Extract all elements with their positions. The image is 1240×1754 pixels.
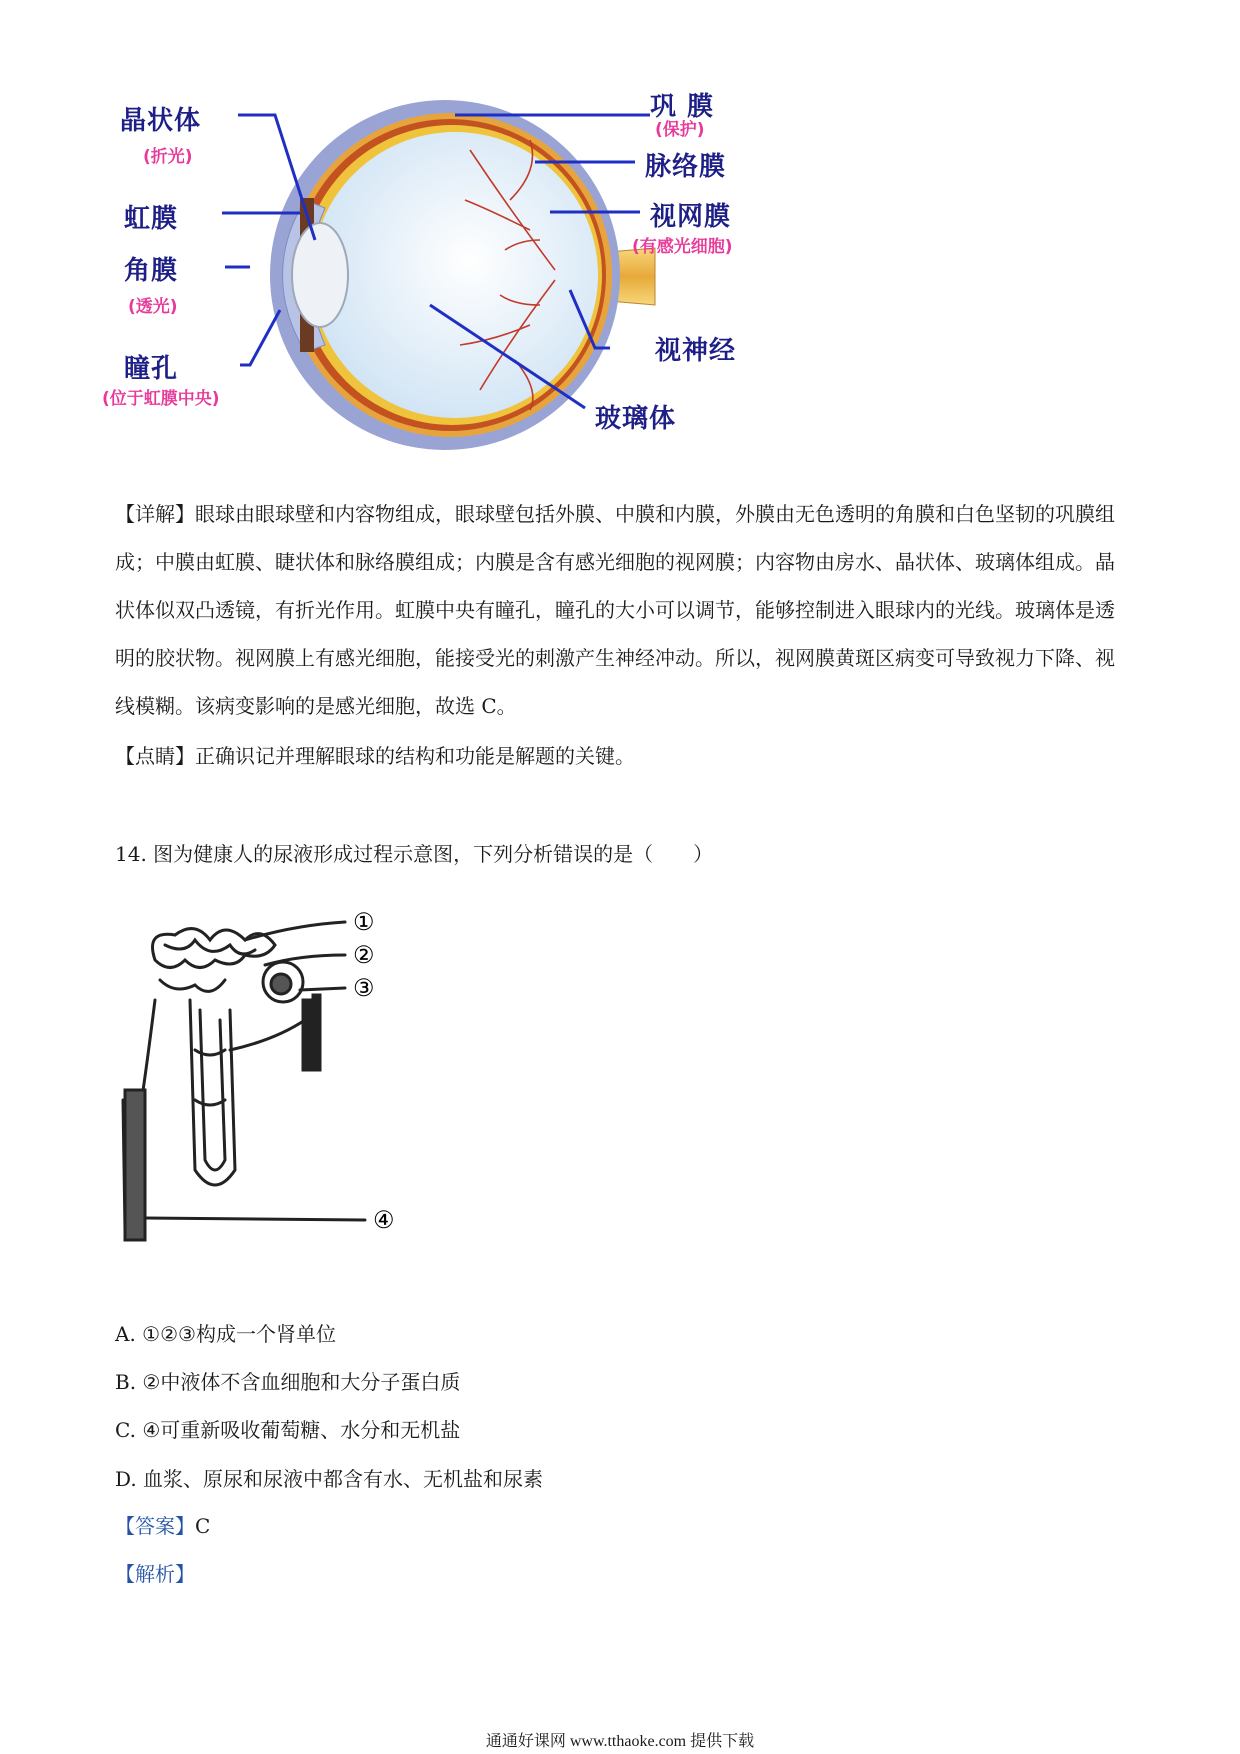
label-cornea: 角膜: [124, 256, 179, 286]
eye-cross-section-illustration: [110, 90, 870, 480]
key-point-text: 正确识记并理解眼球的结构和功能是解题的关键。: [195, 744, 635, 768]
option-b-label: B.: [115, 1370, 137, 1394]
answer-tag: 【答案】: [115, 1514, 195, 1538]
option-a-text: ①②③构成一个肾单位: [142, 1322, 336, 1346]
option-d[interactable]: [115, 1463, 543, 1492]
figure-label-2: ②: [353, 941, 375, 969]
note-lens: (折光): [143, 147, 193, 167]
note-sclera: (保护): [655, 120, 705, 140]
option-c-text: ④可重新吸收葡萄糖、水分和无机盐: [142, 1418, 461, 1442]
explanation-tag: 【详解】: [115, 502, 195, 526]
option-d-text: 血浆、原尿和尿液中都含有水、无机盐和尿素: [136, 1467, 544, 1491]
label-choroid: 脉络膜: [645, 152, 727, 182]
option-b[interactable]: [115, 1366, 460, 1395]
analysis-line: [115, 1558, 195, 1587]
label-pupil: 瞳孔: [124, 354, 179, 384]
question-text: 图为健康人的尿液形成过程示意图，下列分析错误的是（ ）: [153, 842, 714, 866]
option-b-text: ②中液体不含血细胞和大分子蛋白质: [142, 1370, 461, 1394]
note-pupil: (位于虹膜中央): [102, 389, 220, 409]
explanation-text: 眼球由眼球壁和内容物组成，眼球壁包括外膜、中膜和内膜，外膜由无色透明的角膜和白色坚韧的巩膜组成；中膜由虹膜、睫状体和脉络膜组成；内膜是含有感光细胞的视网膜；内容物由房水、晶状体、玻璃体组成。晶状体似双凸透镜，有折光作用。虹膜中央有瞳孔，瞳孔的大小可以调节，能够控制进入眼球内的光线。玻璃体是透明的胶状物。视网膜上有感光细胞，能接受光的刺激产生神经冲动。所以，视网膜黄斑区病变可导致视力下降、视线模糊。该病变影响的是感光细胞，故选 C。: [115, 502, 1115, 718]
figure-label-3: ③: [353, 974, 375, 1002]
option-a-label: A.: [115, 1322, 136, 1346]
question-stem: [115, 838, 713, 867]
nephron-illustration: [115, 900, 455, 1280]
key-point-tag: 【点睛】: [115, 744, 195, 768]
key-point-line: [115, 740, 635, 769]
answer-line: [115, 1510, 210, 1539]
option-d-label: D.: [115, 1467, 137, 1491]
label-sclera: 巩 膜: [650, 92, 715, 122]
figure-label-4: ④: [373, 1206, 395, 1234]
label-retina: 视网膜: [650, 202, 732, 232]
eye-structure-diagram: [102, 90, 870, 480]
answer-value: C: [195, 1514, 211, 1538]
option-c[interactable]: [115, 1414, 460, 1443]
label-lens: 晶状体: [120, 106, 202, 136]
figure-label-1: ①: [353, 908, 375, 936]
note-retina: (有感光细胞): [632, 237, 733, 257]
label-vitreous: 玻璃体: [595, 404, 677, 434]
option-c-label: C.: [115, 1418, 136, 1442]
explanation-paragraph: [115, 490, 1125, 730]
label-optic-nerve: 视神经: [655, 336, 737, 366]
nephron-diagram: [115, 900, 455, 1280]
page-footer: 通通好课网 www.tthaoke.com 提供下载: [485, 1733, 755, 1750]
option-a[interactable]: [115, 1318, 336, 1347]
question-number: 14.: [115, 842, 147, 866]
analysis-tag: 【解析】: [115, 1562, 195, 1586]
note-cornea: (透光): [128, 297, 178, 317]
label-iris: 虹膜: [124, 204, 179, 234]
